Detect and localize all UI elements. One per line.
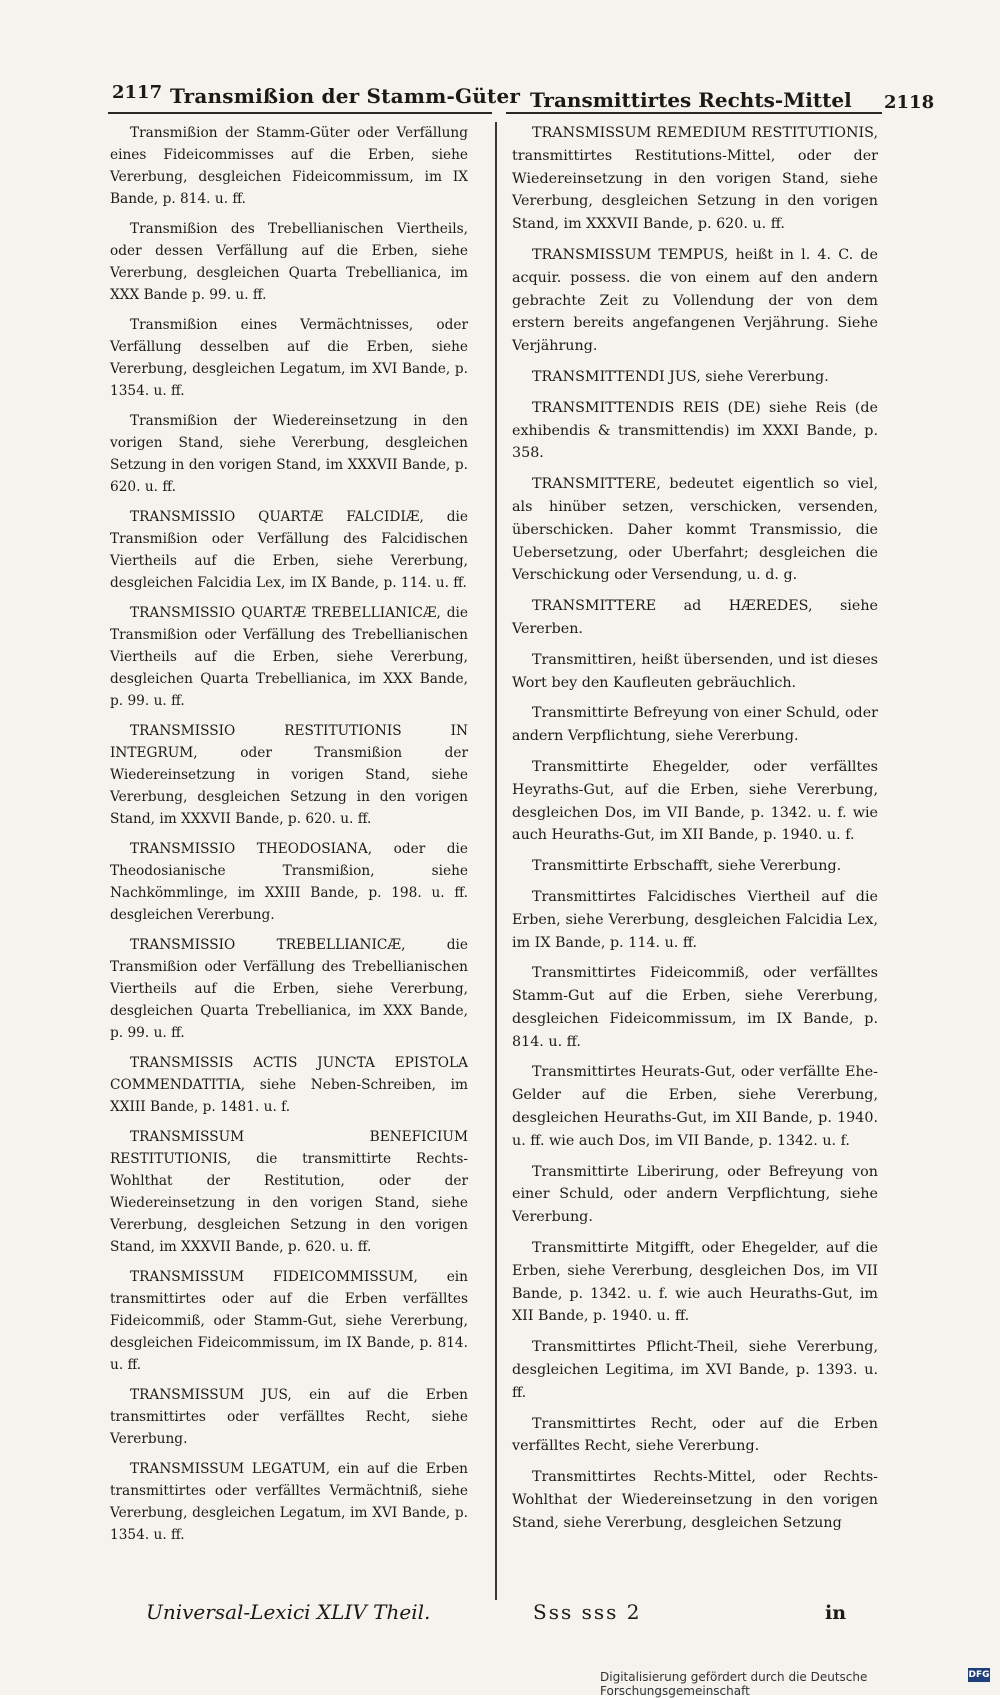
gathering-signature: Sss sss 2 — [533, 1600, 642, 1624]
entry: Transmittirtes Falcidisches Viertheil auf die Erben, siehe Vererbung, desgleichen Falcidia Lex, im IX Bande, p. 114. u. ff. — [512, 888, 878, 951]
entry: TRANSMISSIO TREBELLIANICÆ, die Transmißion oder Verfällung des Trebellianischen Viertheils auf die Erben, siehe Vererbung, desgleichen Quarta Trebellianica, im XXX Bande, p. 99. u. ff. — [110, 937, 468, 1041]
entry: TRANSMISSUM FIDEICOMMISSUM, ein transmittirtes oder auf die Erben verfälltes Fideicommiß, oder Stamm-Gut, siehe Vererbung, desgleichen Fideicommissum, im IX Bande, p. 814. u. ff. — [110, 1269, 468, 1373]
entry: Transmißion der Stamm-Güter oder Verfällung eines Fideicommisses auf die Erben, siehe Vererbung, desgleichen Fideicommissum, im IX Bande, p. 814. u. ff. — [110, 125, 468, 207]
entry: Transmißion des Trebellianischen Viertheils, oder dessen Verfällung auf die Erben, siehe Vererbung, desgleichen Quarta Trebellianica, im XXX Bande p. 99. u. ff. — [110, 221, 468, 303]
entry: TRANSMITTENDIS REIS (DE) siehe Reis (de exhibendis & transmittendis) im XXXI Bande, p. 358. — [512, 399, 878, 462]
entry: Transmittirte Erbschafft, siehe Vererbung. — [532, 858, 842, 875]
entry: TRANSMISSUM JUS, ein auf die Erben transmittirtes oder verfälltes Recht, siehe Vererbung. — [110, 1387, 468, 1447]
entry: TRANSMISSIO THEODOSIANA, oder die Theodosianische Transmißion, siehe Nachkömmlinge, im XXIII Bande, p. 198. u. ff. desgleichen Vererbung. — [110, 841, 468, 923]
entry: Transmittirte Mitgifft, oder Ehegelder, auf die Erben, siehe Vererbung, desgleichen Dos, im VII Bande, p. 1342. u. f. wie auch Heuraths-Gut, im XII Bande, p. 1940. u. ff. — [512, 1240, 878, 1325]
signature-mark: Universal-Lexici XLIV Theil. — [146, 1600, 431, 1624]
entry: TRANSMITTERE ad HÆREDES, siehe Vererben. — [512, 598, 878, 637]
entry: TRANSMISSUM LEGATUM, ein auf die Erben transmittirtes oder verfälltes Vermächtniß, siehe Vererbung, desgleichen Legatum, im XVI Bande, p. 1354. u. ff. — [110, 1461, 468, 1543]
entry: Transmittirtes Pflicht-Theil, siehe Vererbung, desgleichen Legitima, im XVI Bande, p. 1393. u. ff. — [512, 1339, 878, 1401]
entry: Transmittirtes Heurats-Gut, oder verfällte Ehe-Gelder auf die Erben, siehe Vererbung, desgleichen Heuraths-Gut, im XII Bande, p. 1940. u. ff. wie auch Dos, im VII Bande, p. 1342. u. f. — [512, 1064, 878, 1149]
entry: Transmittirte Befreyung von einer Schuld, oder andern Verpflichtung, siehe Vererbung. — [512, 705, 878, 745]
entry: Transmittirtes Recht, oder auf die Erben verfälltes Recht, siehe Vererbung. — [512, 1415, 878, 1455]
header-rule-right — [506, 112, 882, 114]
entry: TRANSMITTENDI JUS, siehe Vererbung. — [532, 368, 829, 385]
entry: Transmittirtes Rechts-Mittel, oder Rechts-Wohlthat der Wiedereinsetzung in den vorigen Stand, siehe Vererbung, desgleichen Setzung — [512, 1469, 878, 1531]
entry: Transmißion eines Vermächtnisses, oder Verfällung desselben auf die Erben, siehe Vererbung, desgleichen Legatum, im XVI Bande, p. 1354. u. ff. — [110, 317, 468, 399]
entry: Transmißion der Wiedereinsetzung in den vorigen Stand, siehe Vererbung, desgleichen Setzung in den vorigen Stand, im XXXVII Bande, p. 620. u. ff. — [110, 413, 468, 495]
entry: TRANSMISSIO QUARTÆ FALCIDIÆ, die Transmißion oder Verfällung des Falcidischen Viertheils auf die Erben, siehe Vererbung, desgleichen Falcidia Lex, im IX Bande, p. 114. u. ff. — [110, 509, 468, 591]
entry: TRANSMISSIS ACTIS JUNCTA EPISTOLA COMMENDATITIA, siehe Neben-Schreiben, im XXIII Bande, p. 1481. u. f. — [110, 1055, 468, 1115]
entry: Transmittirte Ehegelder, oder verfälltes Heyraths-Gut, auf die Erben, siehe Vererbung, desgleichen Dos, im VII Bande, p. 1342. u. f. wie auch Heuraths-Gut, im XII Bande, p. 1940. u. f. — [512, 758, 878, 844]
header-rule-left — [108, 112, 492, 114]
right-page-number: 2118 — [884, 92, 935, 113]
entry: Transmittirte Liberirung, oder Befreyung von einer Schuld, oder andern Verpflichtung, siehe Vererbung. — [512, 1163, 878, 1226]
right-column — [512, 122, 878, 1543]
dfg-logo: DFG — [968, 1670, 990, 1680]
entry: Transmittiren, heißt übersenden, und ist dieses Wort bey den Kaufleuten gebräuchlich. — [512, 651, 878, 691]
left-page-number: 2117 — [112, 82, 163, 103]
entry: TRANSMISSIO QUARTÆ TREBELLIANICÆ, die Transmißion oder Verfällung des Trebellianischen Viertheils auf die Erben, siehe Vererbung, desgleichen Quarta Trebellianica, im XXX Bande, p. 99. u. ff. — [110, 605, 468, 709]
entry: Transmittirtes Fideicommiß, oder verfälltes Stamm-Gut auf die Erben, siehe Vererbung, desgleichen Fideicommissum, im IX Bande, p. 814. u. ff. — [512, 965, 878, 1050]
entry: TRANSMISSIO RESTITUTIONIS IN INTEGRUM, oder Transmißion der Wiedereinsetzung in vorigen Stand, siehe Vererbung, desgleichen Setzung in den vorigen Stand, im XXXVII Bande, p. 620. u. ff. — [110, 723, 468, 827]
catchword: in — [825, 1602, 847, 1624]
entry: TRANSMISSUM TEMPUS, heißt in l. 4. C. de acquir. possess. die von einem auf den andern gebrachte Zeit zu Vollendung der von dem erstern bereits angefangenen Verjährung. Siehe Verjährung. — [512, 246, 878, 355]
entry: TRANSMISSUM BENEFICIUM RESTITUTIONIS, die transmittirte Rechts-Wohlthat der Restitution, oder der Wiedereinsetzung in den vorigen Stand, siehe Vererbung, desgleichen Setzung in den vorigen Stand, im XXXVII Bande, p. 620. u. ff. — [110, 1129, 468, 1255]
digitization-note: Digitalisierung gefördert durch die Deutsche Forschungsgemeinschaft — [600, 1670, 868, 1698]
column-divider — [495, 122, 497, 1600]
right-running-title: Transmittirtes Rechts-Mittel — [530, 88, 852, 112]
entry: TRANSMISSUM REMEDIUM RESTITUTIONIS, transmittirtes Restitutions-Mittel, oder der Wiedereinsetzung in den vorigen Stand, siehe Vererbung, desgleichen Setzung in den vorigen Stand, im XXXVII Bande, p. 620. u. ff. — [512, 125, 878, 233]
entry: TRANSMITTERE, bedeutet eigentlich so viel, als hinüber setzen, verschicken, versenden, überschicken. Daher kommt Transmissio, die Uebersetzung, oder Uberfahrt; desgleichen die Verschickung oder Versendung, u. d. g. — [512, 476, 878, 584]
left-running-title: Transmißion der Stamm-Güter — [170, 84, 521, 108]
left-column — [110, 122, 468, 1554]
